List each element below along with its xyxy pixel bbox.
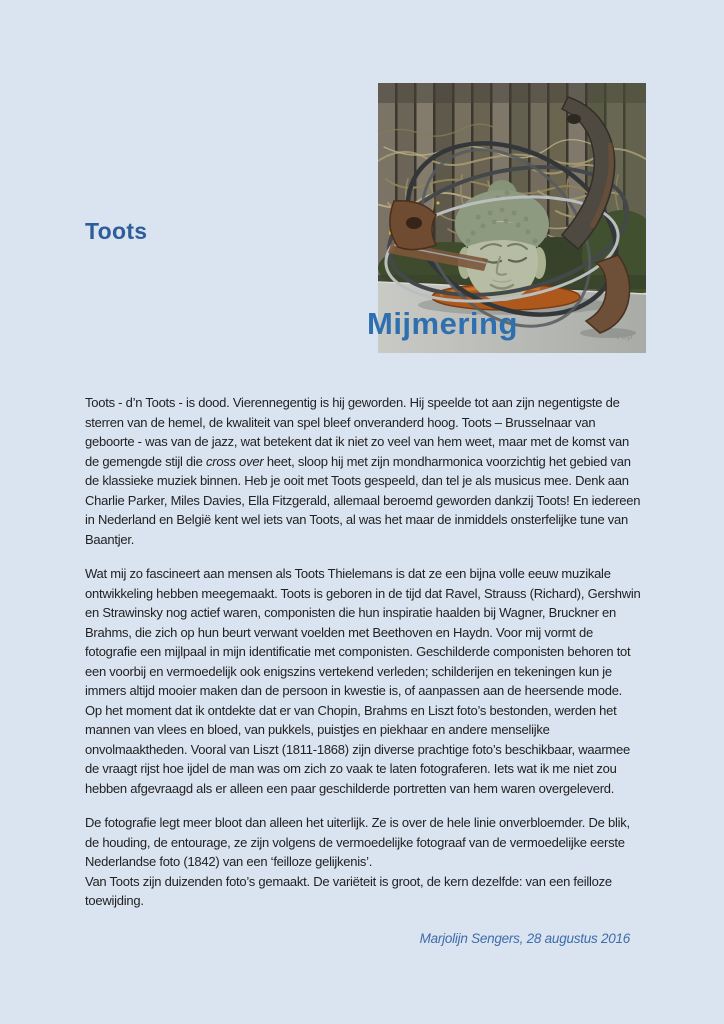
paragraph-1 [85, 393, 642, 549]
paragraph-1-italic: cross over [205, 453, 264, 469]
page-title: Toots [85, 218, 148, 244]
article-body [85, 393, 642, 948]
paragraph-2: Wat mij zo fascineert aan mensen als Toots Thielemans is dat ze een bijna volle eeuw muzikale ontwikkeling hebben meegemaakt. Toots is geboren in de tijd dat Ravel, Strauss (Richard), Gershwin en Strawinsky nog actief waren, componisten die hun inspiratie haalden bij Wagner, Bruckner en Brahms, die zich op hun beurt verwant voelden met Beethoven en Haydn. Voor mij vormt de fotografie een mijlpaal in mijn identificatie met componisten. Geschilderde componisten behoren tot een voorbij en vermoedelijk ook enigszins vertekend verleden; schilderijen en tekeningen kun je immers altijd mooier maken dan de persoon in kwestie is, of aanpassen aan de heersende mode. Op het moment dat ik ontdekte dat er van Chopin, Brahms en Liszt foto’s bestonden, werden het mannen van vlees en bloed, van pukkels, puistjes en piekhaar en andere menselijke onvolmaaktheden. Vooral van Liszt (1811-1868) zijn diverse prachtige foto’s beschikbaar, waarmee de vraagt rijst hoe ijdel de man was om zich zo vaak te laten fotograferen. Iets wat ik me niet zou hebben afgevraagd als er alleen een paar geschilderde portretten van hem waren overgeleverd. [85, 566, 641, 796]
left-bracket [390, 201, 436, 250]
photo-watermark: vdp [615, 331, 633, 342]
paragraph-3-second: Van Toots zijn duizenden foto’s gemaakt. De variëteit is groot, de kern dezelfde: van een feilloze toewijding. [85, 873, 612, 908]
paragraph-3-first: De fotografie legt meer bloot dan alleen het uiterlijk. Ze is over de hele linie onverbloemder. De blik, de houding, de entourage, ze zijn volgens de vermoedelijke fotograaf van de vermoedelijke eerste Nederlandse foto (1842) van een ‘feilloze gelijkenis’. [85, 815, 630, 869]
page-subtitle: Mijmering [367, 306, 518, 341]
paragraph-1-text-a: Toots - d’n Toots - is dood. Vierennegentig is hij geworden. Hij speelde tot aan zijn negentigste de sterren van de hemel, de kwaliteit van spel bleef onveranderd hoog. Toots – Brusselnaar van geboorte - was van de jazz, wat betekent dat ik niet zo veel van hem weet, maar met de komst van de gemengde stijl die [85, 395, 629, 469]
paragraph-1-text-b: heet, sloop hij met zijn mondharmonica voorzichtig het gebied van de klassieke muziek binnen. Heb je ooit met Toots gespeeld, dan tel je als musicus mee. Denk aan Charlie Parker, Miles Davies, Ella Fitzgerald, allemaal beroemd geworden dankzij Toots! En iedereen in Nederland en België kent wel iets van Toots, al was het maar de inmiddels onsterfelijke tune van Baantjer. [85, 453, 641, 547]
signature: Marjolijn Sengers, 28 augustus 2016 [419, 930, 630, 946]
